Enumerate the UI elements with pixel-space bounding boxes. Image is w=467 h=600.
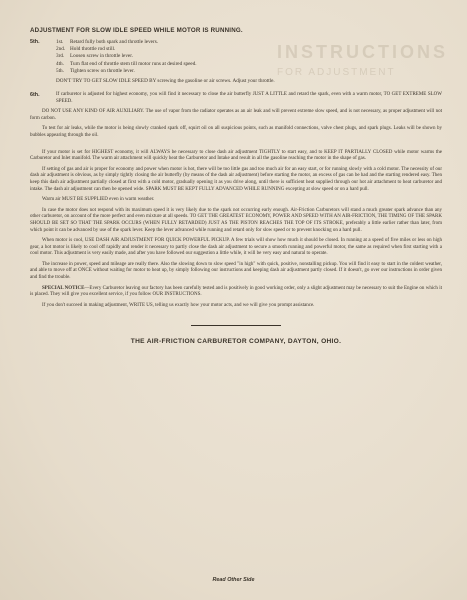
list-item [56,46,442,53]
read-other-side-note: Read Other Side [212,577,255,583]
step-6-paragraph-2: DO NOT USE ANY KIND OF AIR AUXILIARY. The use of vapor from the radiator operates as an air leak and will prevent extreme slow speed, and is not necessary, as proper adjustment will not form carbon. [30,109,442,121]
section-heading: ADJUSTMENT FOR SLOW IDLE SPEED WHILE MOTOR IS RUNNING. [30,27,243,34]
company-name: THE AIR-FRICTION CARBURETOR COMPANY, DAYTON, OHIO. [130,338,342,346]
step-6-label: 6th. [30,92,40,99]
list-item-text: Hold throttle rod still. [70,46,116,53]
list-item-text: Loosen screw in throttle lever. [70,53,133,60]
list-item-number: 3rd. [56,53,65,60]
step-5-label: 5th. [30,39,40,45]
document-content [30,27,448,346]
list-item-number: 5th. [56,67,64,74]
step-5-warning: DON'T TRY TO GET SLOW IDLE SPEED BY screwing the gasoline or air screws. Adjust your throttle. [56,78,275,85]
list-item-text: Tighten screw on throttle lever. [70,67,135,74]
body-paragraph-5: When motor is cool, USE DASH AIR ADJUSTMENT FOR QUICK POWERFUL PICKUP. A few trials will show how much it should be closed. In running at a speed of five miles or less on high gear, a hot motor is likely to cool off rapidly and render it necessary to partly close the dash air adjustment to secure a smooth running and powerful motor, the same as required when first starting with a cool motor. This adjustment is very easily made, and after you have followed our suggestion a little while, it will be very easy and natural to operate. [30,238,442,257]
special-notice [30,286,442,299]
list-item-number: 4th. [56,60,64,67]
list-item-number: 1st. [56,39,64,45]
body-paragraph-2: If setting of gas and air is proper for economy and power when motor is hot, there will be too little gas and too much air for an easy start, or for running slowly with a cold motor. The necessity of our dash air adjustment is obvious, as by simply tightly closing the air butterfly (by means of the dash air adjustment) before starting the motor, an excess of gas can be had and the starting rendered easy. Then keep this dash air adjustment partially closed at first with a cold motor, gradually opening it as you drive along, until there is sufficient heat supplied through our hot air attachment to heat carburetor and intake. The dash air adjustment can then be opened wide. SPARK MUST BE KEPT FULLY ADVANCED WHILE RUNNING excepting at slow speed or on a hard pull. [30,166,442,192]
step-6-paragraph-3: To test for air leaks, while the motor is being slowly cranked spark off, squirt oil on all suspicious points, such as manifold connections, valve chest plugs, and spark plugs. Leaks will be shown by bubbles appearing through the oil. [30,126,442,138]
list-item [56,39,442,46]
body-paragraph-6: The increase in power, speed and mileage are really there. Also the slowing down to slow speed "in high" with quick, positive, nonstalling pickup. You will find it easy to start in the coldest weather, and able to move off at ONCE without waiting for motor to heat up, by simply following our instructions and keeping dash air adjustment partly closed. If it doesn't, go over our instructions in order given and find the trouble. [30,261,442,281]
list-item [56,61,442,68]
list-item [56,68,442,75]
step-5-list [56,39,448,75]
step-6-paragraph-1: If carburetor is adjusted for highest economy, you will find it necessary to close the air butterfly JUST A LITTLE and retard the spark, even with a warm motor, TO GET EXTREME SLOW SPEED. [56,92,442,104]
body-paragraph-7: If you don't succeed in making adjustment, WRITE US, telling us exactly how your motor acts, and we will give you prompt assistance. [42,302,315,308]
step-6-block [30,92,442,109]
body-paragraph-3: Warm air MUST BE SUPPLIED even in warm weather. [42,197,155,203]
ghost-subtitle: FOR ADJUSTMENT [277,67,396,78]
ghost-title: INSTRUCTIONS [277,42,448,62]
list-item [56,53,442,60]
special-notice-label: SPECIAL NOTICE [42,285,85,291]
list-item-number: 2nd. [56,46,66,53]
body-paragraph-4: In case the motor does not respond with its maximum speed it is very likely due to the spark not occurring early enough. Air-Friction Carburetors will stand a much greater spark advance than any other carburetor, on account of the more perfect and even mixture at all speeds. TO GET THE GREATEST ECONOMY, POWER AND SPEED WITH AN AIR-FRICTION, THE TIMING OF THE SPARK SHOULD BE SET SO THAT THE SPARK OCCURS (WHEN FULLY RETARDED) JUST AS THE PISTON REACHES THE TOP OF ITS STROKE, preferably a little earlier rather than later, from which point it can be advanced by use of the spark lever. Keep the lever advanced while running and retard only for slow speed or to prevent knocking on a hard pull. [30,207,442,233]
divider-rule [191,325,281,326]
body-paragraph-1: If your motor is set for HIGHEST economy, it will ALWAYS be necessary to close dash air adjustment TIGHTLY to start easy, and to KEEP IT PARTIALLY CLOSED while motor warms the Carburetor and Inlet manifold. The warm air attachment will quickly heat the Carburetor and Intake and result in all the gasoline reaching the motor in the shape of gas. [30,149,442,162]
step-5-block [30,39,448,75]
list-item-text: Retard fully both spark and throttle levers. [70,39,159,45]
special-notice-text: —Every Carburetor leaving our factory has been carefully tested and is positively in good working order, only a slight adjustment may be necessary to suit the Engine on which it is placed. They will give you excellent service, if you follow OUR INSTRUCTIONS. [30,285,442,298]
list-item-text: Turn flat end of throttle stem till motor runs at desired speed. [70,60,197,67]
